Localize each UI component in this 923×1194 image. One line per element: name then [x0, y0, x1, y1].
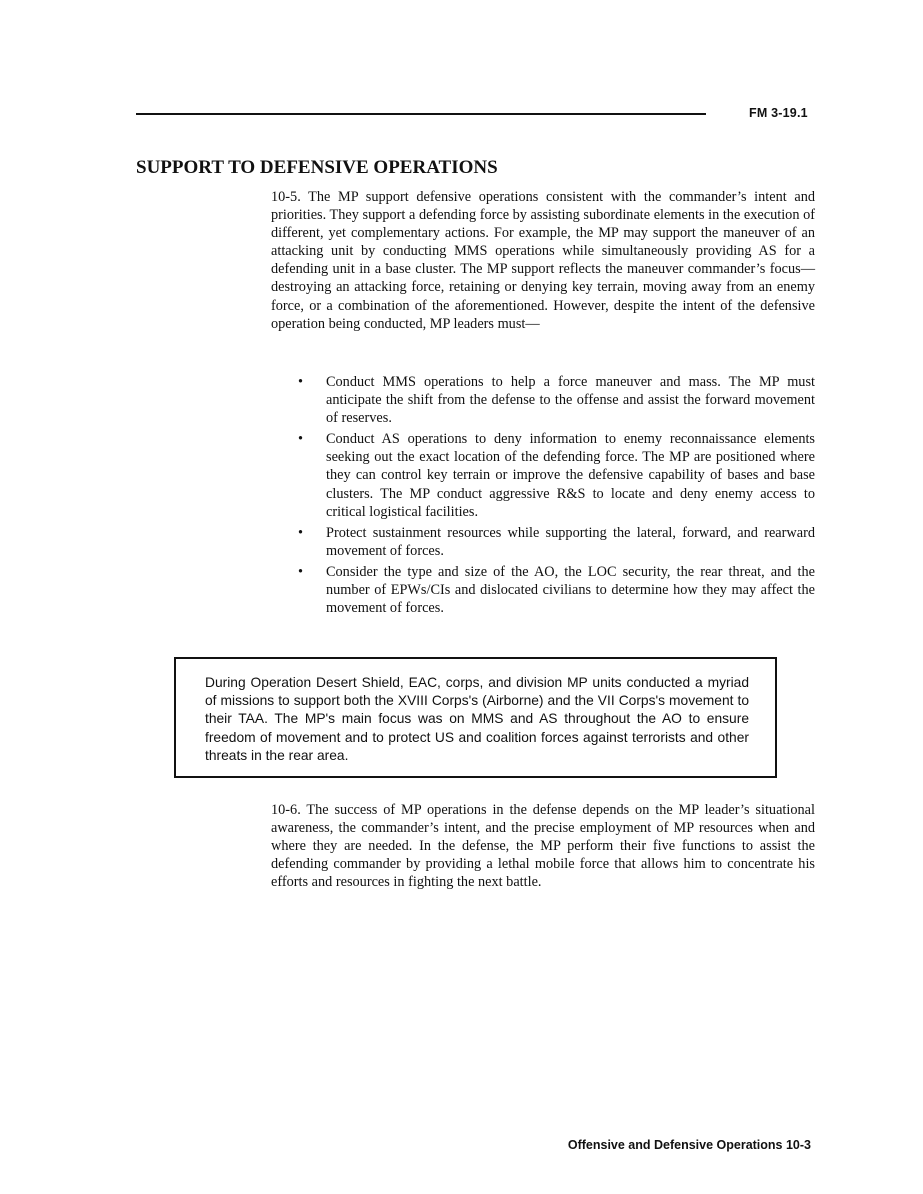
section-title: SUPPORT TO DEFENSIVE OPERATIONS: [136, 157, 498, 178]
bullet-item: [271, 563, 815, 617]
bullet-item: [271, 430, 815, 520]
bullet-icon: •: [298, 374, 304, 390]
document-id: FM 3-19.1: [749, 106, 808, 120]
bullet-icon: •: [298, 563, 304, 580]
vignette-box: [174, 657, 777, 778]
bullet-text: Consider the type and size of the AO, the LOC security, the rear threat, and the number of EPWs/CIs and dislocated civilians to determine how they may affect the movement of forces.: [326, 563, 815, 617]
page-footer: Offensive and Defensive Operations 10-3: [567, 1138, 811, 1152]
bullet-text: Conduct AS operations to deny information to enemy reconnaissance elements seeking out the exact location of the defending force. The MP are positioned where they can control key terrain or improve the defensive capability of bases and base clusters. The MP conduct aggressive R&S to locate and deny enemy access to critical logistical facilities.: [326, 431, 815, 520]
vignette-text: During Operation Desert Shield, EAC, corps, and division MP units conducted a myriad of missions to support both the XVIII Corps's (Airborne) and the VII Corps's movement to their TAA. The MP's main focus was on MMS and AS throughout the AO to ensure freedom of movement and to protect US and coalition forces against terrorists and other threats in the rear area.: [205, 675, 749, 763]
bullet-item: [271, 373, 815, 427]
bullet-item: [271, 524, 815, 560]
bullet-list: [271, 373, 815, 620]
bullet-text: Protect sustainment resources while supporting the lateral, forward, and rearward movement of forces.: [326, 524, 815, 559]
bullet-icon: •: [298, 524, 304, 541]
header-rule: [136, 113, 706, 115]
paragraph-10-6: 10-6. The success of MP operations in the defense depends on the MP leader’s situational awareness, the commander’s intent, and the precise employment of MP resources when and where they are needed. In the defense, the MP perform their five functions to assist the defending commander by providing a lethal mobile force that allows him to concentrate his efforts and resources in fighting the next battle.: [271, 802, 815, 891]
paragraph-10-5: 10-5. The MP support defensive operations consistent with the commander’s intent and priorities. They support a defending force by assisting subordinate elements in the execution of different, yet complementary actions. For example, the MP may support the maneuver of an attacking unit by conducting MMS operations while simultaneously providing AS for a defending unit in a base cluster. The MP support reflects the maneuver commander’s focus—destroying an attacking force, retaining or denying key terrain, moving away from an enemy force, or a combination of the aforementioned. However, despite the intent of the defensive operation being conducted, MP leaders must—: [271, 189, 815, 332]
bullet-text: Conduct MMS operations to help a force maneuver and mass. The MP must anticipate the shift from the defense to the offense and assist the forward movement of reserves.: [326, 374, 815, 427]
bullet-icon: •: [298, 431, 304, 448]
